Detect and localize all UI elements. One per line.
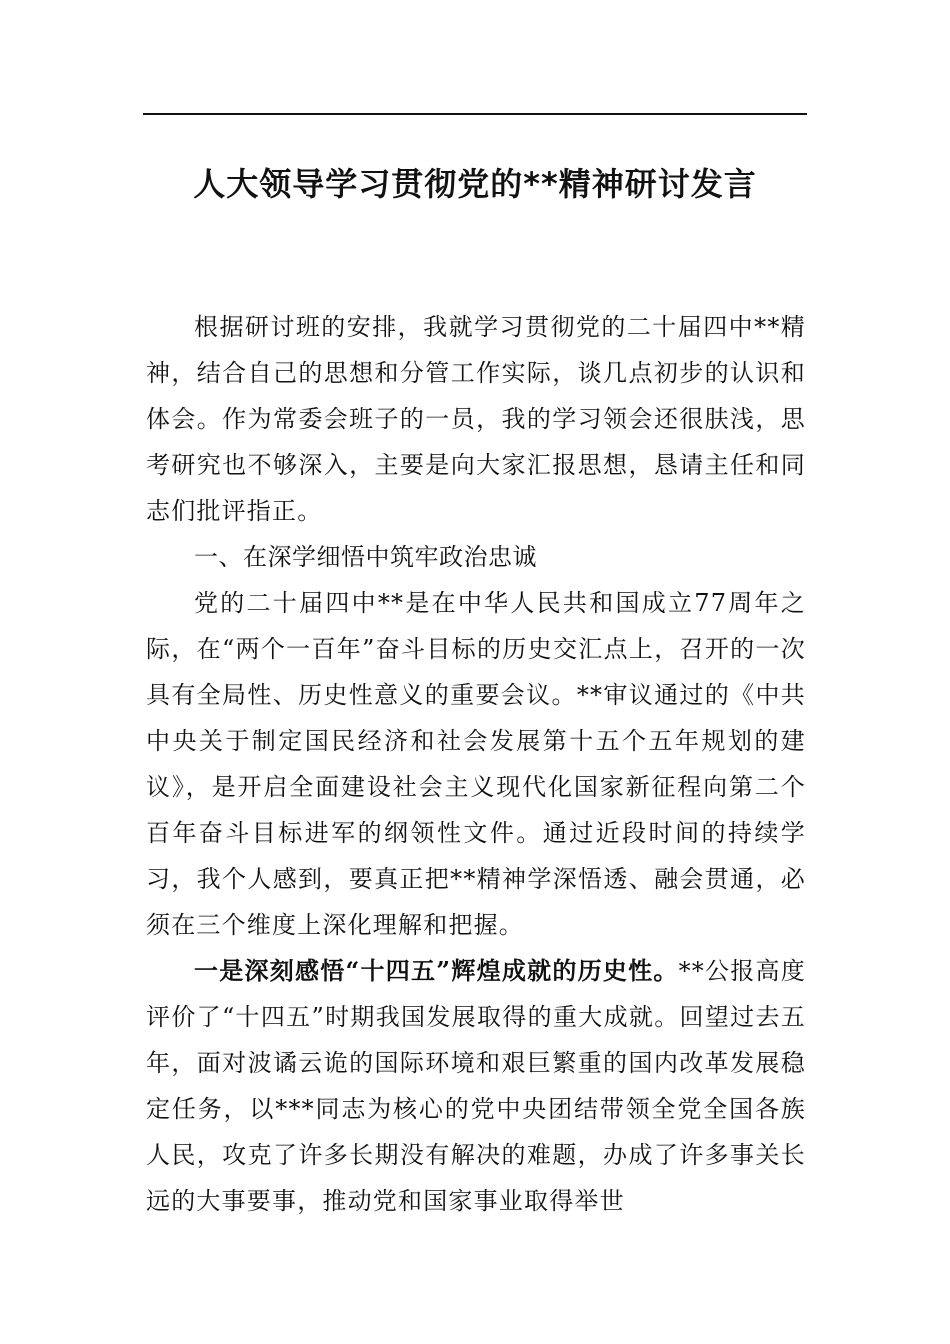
point-paragraph <box>146 948 806 1224</box>
section-heading: 一、在深学细悟中筑牢政治忠诚 <box>194 543 537 571</box>
intro-paragraph: 根据研讨班的安排，我就学习贯彻党的二十届四中**精神，结合自己的思想和分管工作实际，谈几点初步的认识和体会。作为常委会班子的一员，我的学习领会还很肤浅，思考研究也不够深入，主要是向大家汇报思想，恳请主任和同志们批评指正。 <box>146 313 806 525</box>
point-lead: 一是深刻感悟“十四五”辉煌成就的历史性。 <box>194 956 679 985</box>
header-rule <box>143 113 807 115</box>
point-text: **公报高度评价了“十四五”时期我国发展取得的重大成就。回望过去五年，面对波谲云诡的国际环境和艰巨繁重的国内改革发展稳定任务，以***同志为核心的党中央团结带领全党全国各族人民，攻克了许多长期没有解决的难题，办成了许多事关长远的大事要事，推动党和国家事业取得举世 <box>146 957 807 1215</box>
page-title: 人大领导学习贯彻党的**精神研讨发言 <box>193 165 757 203</box>
document-body <box>146 304 806 1224</box>
section-paragraph: 党的二十届四中**是在中华人民共和国成立77周年之际，在“两个一百年”奋斗目标的历史交汇点上，召开的一次具有全局性、历史性意义的重要会议。**审议通过的《中共中央关于制定国民经济和社会发展第十五个五年规划的建议》，是开启全面建设社会主义现代化国家新征程向第二个百年奋斗目标进军的纲领性文件。通过近段时间的持续学习，我个人感到，要真正把**精神学深悟透、融会贯通，必须在三个维度上深化理解和把握。 <box>146 589 806 939</box>
